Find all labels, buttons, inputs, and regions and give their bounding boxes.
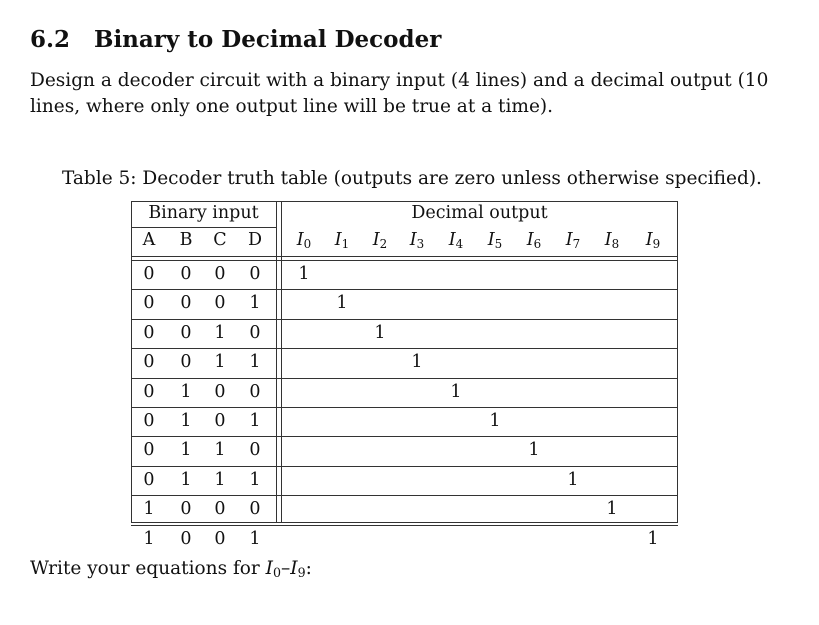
row-rule — [131, 407, 678, 408]
input-header-a: A — [142, 230, 156, 250]
input-cell-c: 0 — [214, 381, 226, 402]
input-cell-b: 0 — [180, 293, 192, 314]
input-cell-d: 0 — [249, 264, 261, 284]
output-cell-i1: 1 — [336, 293, 348, 314]
input-cell-c: 0 — [214, 499, 226, 520]
section-heading — [30, 26, 441, 53]
input-cell-a: 0 — [143, 381, 155, 402]
input-cell-d: 0 — [249, 499, 261, 520]
output-header-i7: $I_7$ — [565, 230, 581, 251]
row-rule — [131, 378, 678, 379]
input-cell-b: 0 — [180, 528, 192, 549]
output-cell-i4: 1 — [450, 381, 462, 402]
input-cell-d: 0 — [249, 322, 261, 343]
input-cell-b: 0 — [180, 264, 192, 284]
output-header-i3: $I_3$ — [409, 230, 425, 251]
output-header-i6: $I_6$ — [526, 230, 542, 251]
input-cell-a: 1 — [143, 499, 155, 520]
input-cell-c: 0 — [214, 293, 226, 314]
output-header-i5: $I_5$ — [487, 230, 503, 251]
range-dash: – — [281, 558, 291, 579]
section-title: Binary to Decimal Decoder — [94, 26, 442, 53]
input-header-b: B — [179, 230, 193, 250]
output-header-i2: $I_2$ — [372, 230, 388, 251]
input-header-c: C — [213, 230, 227, 250]
row-rule — [131, 289, 678, 290]
input-cell-b: 1 — [180, 469, 192, 490]
row-rule — [131, 525, 678, 526]
output-cell-i9: 1 — [647, 528, 659, 549]
input-header-d: D — [247, 230, 263, 250]
row-rule — [131, 348, 678, 349]
input-cell-c: 0 — [214, 411, 226, 431]
header-rule — [131, 256, 678, 257]
output-cell-i5: 1 — [489, 411, 501, 431]
equations-prompt-text: Write your equations for — [30, 558, 266, 579]
input-cell-b: 0 — [180, 352, 192, 373]
output-range-start: $I_0$ — [265, 558, 281, 581]
binary-input-header: Binary input — [148, 203, 259, 223]
input-cell-c: 1 — [214, 352, 226, 373]
input-cell-c: 0 — [214, 264, 226, 284]
input-cell-a: 0 — [143, 469, 155, 490]
row-rule — [131, 319, 678, 320]
output-cell-i0: 1 — [298, 264, 310, 284]
output-cell-i3: 1 — [411, 352, 423, 373]
input-cell-a: 0 — [143, 440, 155, 461]
input-cell-b: 0 — [180, 499, 192, 520]
intro-paragraph: Design a decoder circuit with a binary input (4 lines) and a decimal output (10 lines, where only one output line will be true at a time). — [30, 70, 769, 117]
column-separator — [281, 201, 282, 523]
input-cell-d: 1 — [249, 352, 261, 373]
row-rule — [131, 466, 678, 467]
input-cell-d: 0 — [249, 440, 261, 461]
output-cell-i2: 1 — [374, 322, 386, 343]
input-cell-d: 1 — [249, 293, 261, 314]
decimal-output-header: Decimal output — [411, 203, 548, 223]
equations-prompt-colon: : — [305, 558, 312, 579]
output-header-i1: $I_1$ — [334, 230, 350, 251]
input-cell-b: 1 — [180, 411, 192, 431]
input-cell-a: 0 — [143, 352, 155, 373]
header-rule — [131, 260, 678, 261]
output-cell-i7: 1 — [567, 469, 579, 490]
input-cell-a: 0 — [143, 411, 155, 431]
output-header-i4: $I_4$ — [448, 230, 464, 251]
truth-table — [131, 201, 678, 549]
header-rule — [131, 227, 276, 228]
equations-prompt — [30, 558, 312, 580]
input-cell-a: 0 — [143, 322, 155, 343]
output-cell-i8: 1 — [606, 499, 618, 520]
output-header-i9: $I_9$ — [645, 230, 661, 251]
input-cell-d: 1 — [249, 528, 261, 549]
input-cell-a: 0 — [143, 293, 155, 314]
input-cell-c: 1 — [214, 322, 226, 343]
table-caption: Table 5: Decoder truth table (outputs are zero unless otherwise specified). — [62, 168, 762, 189]
input-cell-b: 0 — [180, 322, 192, 343]
input-cell-a: 1 — [143, 528, 155, 549]
output-range-end: $I_9$ — [290, 558, 306, 581]
row-rule — [131, 495, 678, 496]
input-cell-d: 1 — [249, 411, 261, 431]
input-cell-d: 0 — [249, 381, 261, 402]
section-number: 6.2 — [30, 26, 71, 53]
input-cell-c: 0 — [214, 528, 226, 549]
output-cell-i6: 1 — [528, 440, 540, 461]
output-header-i0: $I_0$ — [296, 230, 312, 251]
input-cell-c: 1 — [214, 440, 226, 461]
input-cell-c: 1 — [214, 469, 226, 490]
input-cell-b: 1 — [180, 381, 192, 402]
output-header-i8: $I_8$ — [604, 230, 620, 251]
column-separator — [276, 201, 277, 523]
input-cell-d: 1 — [249, 469, 261, 490]
input-cell-b: 1 — [180, 440, 192, 461]
input-cell-a: 0 — [143, 264, 155, 284]
row-rule — [131, 436, 678, 437]
